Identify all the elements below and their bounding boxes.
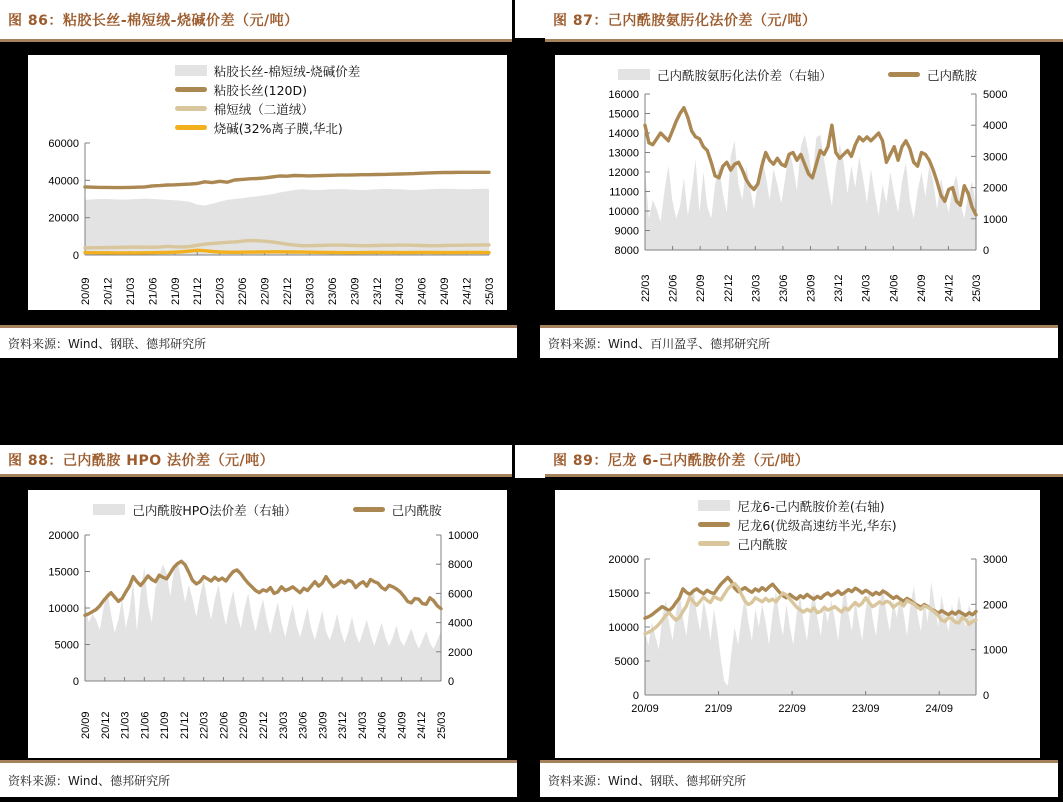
svg-text:4000: 4000 — [983, 120, 1008, 133]
svg-text:1000: 1000 — [983, 644, 1008, 657]
svg-text:0: 0 — [72, 250, 79, 262]
svg-text:22/12: 22/12 — [282, 277, 294, 305]
svg-text:10000: 10000 — [448, 530, 479, 542]
figure-88-title: 图 88：己内酰胺 HPO 法价差（元/吨） — [0, 445, 512, 477]
svg-text:8000: 8000 — [448, 559, 473, 572]
svg-text:2000: 2000 — [448, 646, 473, 659]
figure-88-chart-card — [28, 490, 507, 758]
svg-text:8000: 8000 — [614, 245, 639, 257]
legend-label: 棉短绒（二道绒） — [213, 101, 314, 117]
svg-text:22/09: 22/09 — [778, 703, 806, 715]
svg-text:10000: 10000 — [48, 603, 79, 615]
svg-text:22/06: 22/06 — [218, 711, 231, 739]
legend-item — [698, 496, 884, 515]
svg-text:6000: 6000 — [448, 588, 473, 601]
svg-text:21/03: 21/03 — [124, 277, 137, 305]
svg-text:24/03: 24/03 — [860, 274, 873, 302]
legend-item — [888, 65, 977, 84]
svg-text:24/09: 24/09 — [396, 711, 409, 739]
legend-item — [93, 500, 296, 519]
figure-88-panel — [0, 445, 517, 797]
svg-text:23/06: 23/06 — [326, 277, 339, 305]
figure-89-source: 资料来源：Wind、钢联、德邦研究所 — [540, 760, 1058, 797]
line-swatch — [175, 125, 207, 130]
figure-88-legend — [28, 500, 507, 519]
svg-text:9000: 9000 — [614, 225, 639, 238]
svg-text:24/12: 24/12 — [416, 711, 429, 739]
legend-label: 尼龙6-己内酰胺价差(右轴) — [737, 498, 885, 514]
figure-88-chart — [28, 519, 507, 743]
legend-label: 粘胶长丝(120D) — [213, 82, 307, 98]
svg-text:20/09: 20/09 — [80, 277, 92, 305]
svg-text:15000: 15000 — [48, 566, 79, 579]
legend-label: 己内酰胺 — [391, 502, 442, 518]
svg-text:20/12: 20/12 — [102, 277, 115, 305]
svg-text:12000: 12000 — [608, 167, 639, 179]
svg-text:5000: 5000 — [54, 639, 79, 652]
svg-text:24/09: 24/09 — [925, 703, 953, 715]
svg-text:21/12: 21/12 — [192, 277, 205, 305]
svg-text:60000: 60000 — [48, 138, 79, 150]
line-swatch — [353, 507, 385, 512]
svg-text:21/06: 21/06 — [139, 711, 152, 739]
svg-text:4000: 4000 — [448, 617, 473, 630]
svg-text:22/09: 22/09 — [259, 277, 272, 305]
figure-87-title: 图 87：己内酰胺氨肟化法价差（元/吨） — [545, 0, 1063, 42]
svg-text:25/03: 25/03 — [484, 277, 496, 305]
svg-text:10000: 10000 — [608, 622, 639, 634]
line-swatch — [698, 522, 730, 527]
svg-text:22/03: 22/03 — [214, 277, 227, 305]
svg-text:25/03: 25/03 — [436, 711, 448, 739]
svg-text:20/12: 20/12 — [99, 711, 112, 739]
svg-text:23/12: 23/12 — [371, 277, 384, 305]
svg-text:23/09: 23/09 — [805, 274, 818, 302]
svg-text:24/06: 24/06 — [416, 277, 429, 305]
svg-text:15000: 15000 — [608, 588, 639, 600]
figure-87-chart-card — [555, 55, 1040, 310]
figure-87-chart — [555, 84, 1040, 306]
svg-text:23/09: 23/09 — [317, 711, 330, 739]
legend-label: 己内酰胺HPO法价差（右轴） — [132, 502, 297, 518]
legend-label: 己内酰胺氨肟化法价差（右轴） — [656, 67, 832, 83]
svg-text:21/09: 21/09 — [704, 703, 733, 715]
svg-text:0: 0 — [983, 245, 990, 257]
legend-item — [175, 118, 343, 137]
svg-text:11000: 11000 — [609, 186, 639, 199]
area-swatch — [618, 69, 650, 80]
legend-item — [175, 99, 314, 118]
svg-text:22/12: 22/12 — [722, 274, 735, 302]
svg-text:22/06: 22/06 — [667, 274, 680, 302]
figure-89-panel — [540, 445, 1063, 797]
svg-text:14000: 14000 — [608, 128, 639, 140]
svg-text:22/03: 22/03 — [640, 274, 652, 302]
svg-text:2000: 2000 — [983, 182, 1008, 195]
svg-text:0: 0 — [448, 676, 455, 688]
svg-text:40000: 40000 — [48, 175, 79, 188]
svg-text:24/06: 24/06 — [376, 711, 389, 739]
line-swatch — [698, 541, 730, 546]
figure-86-chart — [28, 137, 507, 309]
svg-text:15000: 15000 — [608, 108, 639, 121]
svg-text:23/09: 23/09 — [349, 277, 362, 305]
svg-text:21/12: 21/12 — [178, 711, 191, 739]
svg-text:21/06: 21/06 — [147, 277, 160, 305]
figure-89-title: 图 89：尼龙 6-己内酰胺价差（元/吨） — [545, 445, 1063, 477]
svg-text:3000: 3000 — [983, 554, 1008, 566]
svg-text:23/03: 23/03 — [750, 274, 763, 302]
area-swatch — [698, 500, 730, 511]
legend-label: 烧碱(32%离子膜,华北) — [213, 120, 343, 136]
svg-text:22/03: 22/03 — [198, 711, 211, 739]
legend-item — [698, 534, 787, 553]
svg-text:24/12: 24/12 — [943, 274, 956, 302]
svg-text:2000: 2000 — [983, 599, 1008, 612]
svg-text:24/06: 24/06 — [888, 274, 901, 302]
svg-text:23/06: 23/06 — [777, 274, 790, 302]
svg-text:23/03: 23/03 — [304, 277, 317, 305]
area-swatch — [93, 504, 125, 515]
figure-86-source: 资料来源：Wind、钢联、德邦研究所 — [0, 325, 517, 358]
svg-text:23/12: 23/12 — [337, 711, 350, 739]
figure-89-legend — [698, 496, 896, 553]
svg-text:24/12: 24/12 — [461, 277, 474, 305]
svg-text:0: 0 — [72, 676, 79, 688]
figure-86-legend — [175, 61, 361, 137]
figure-87-source: 资料来源：Wind、百川盈孚、德邦研究所 — [540, 325, 1058, 358]
figure-87-legend — [555, 65, 1040, 84]
line-swatch — [175, 106, 207, 111]
svg-text:20000: 20000 — [608, 554, 639, 566]
svg-text:20000: 20000 — [48, 212, 79, 225]
svg-text:3000: 3000 — [983, 151, 1008, 164]
svg-text:20/09: 20/09 — [80, 711, 92, 739]
figure-89-chart — [555, 553, 1040, 753]
figure-87-panel — [540, 0, 1063, 358]
legend-item — [698, 515, 896, 534]
legend-label: 己内酰胺 — [737, 536, 788, 552]
legend-item — [175, 61, 361, 80]
legend-label: 尼龙6(优级高速纺半光,华东) — [737, 517, 897, 533]
area-swatch — [175, 65, 207, 76]
svg-text:10000: 10000 — [608, 206, 639, 218]
figure-86-chart-card — [28, 55, 507, 310]
page-gap-marker — [515, 445, 545, 478]
svg-text:20000: 20000 — [48, 530, 79, 542]
svg-text:23/09: 23/09 — [851, 703, 880, 715]
legend-label: 粘胶长丝-棉短绒-烧碱价差 — [213, 63, 361, 79]
svg-text:0: 0 — [632, 690, 639, 702]
svg-text:21/09: 21/09 — [159, 711, 172, 739]
svg-text:22/09: 22/09 — [695, 274, 708, 302]
svg-text:24/09: 24/09 — [915, 274, 928, 302]
svg-text:22/06: 22/06 — [237, 277, 250, 305]
svg-text:25/03: 25/03 — [971, 274, 983, 302]
svg-text:23/06: 23/06 — [297, 711, 310, 739]
svg-text:0: 0 — [983, 690, 990, 702]
figure-89-chart-card — [555, 490, 1040, 758]
legend-label: 己内酰胺 — [927, 67, 978, 83]
line-swatch — [175, 87, 207, 92]
legend-item — [618, 65, 832, 84]
svg-text:23/03: 23/03 — [277, 711, 290, 739]
figure-88-source: 资料来源：Wind、德邦研究所 — [0, 760, 517, 797]
svg-text:16000: 16000 — [608, 89, 639, 101]
line-swatch — [888, 72, 920, 77]
svg-text:23/12: 23/12 — [833, 274, 846, 302]
svg-text:1000: 1000 — [983, 213, 1008, 226]
svg-text:21/03: 21/03 — [119, 711, 132, 739]
legend-item — [175, 80, 307, 99]
page-gap-marker — [515, 0, 545, 38]
svg-text:24/03: 24/03 — [394, 277, 407, 305]
svg-text:21/09: 21/09 — [169, 277, 182, 305]
legend-item — [353, 500, 442, 519]
svg-text:22/12: 22/12 — [258, 711, 270, 739]
svg-text:5000: 5000 — [983, 89, 1008, 101]
svg-text:5000: 5000 — [614, 656, 639, 668]
svg-text:13000: 13000 — [608, 147, 639, 160]
svg-text:20/09: 20/09 — [631, 703, 659, 715]
svg-text:24/03: 24/03 — [356, 711, 369, 739]
figure-86-panel — [0, 0, 517, 358]
figure-86-title: 图 86：粘胶长丝-棉短绒-烧碱价差（元/吨） — [0, 0, 512, 42]
svg-text:22/09: 22/09 — [238, 711, 251, 739]
svg-text:24/09: 24/09 — [439, 277, 452, 305]
